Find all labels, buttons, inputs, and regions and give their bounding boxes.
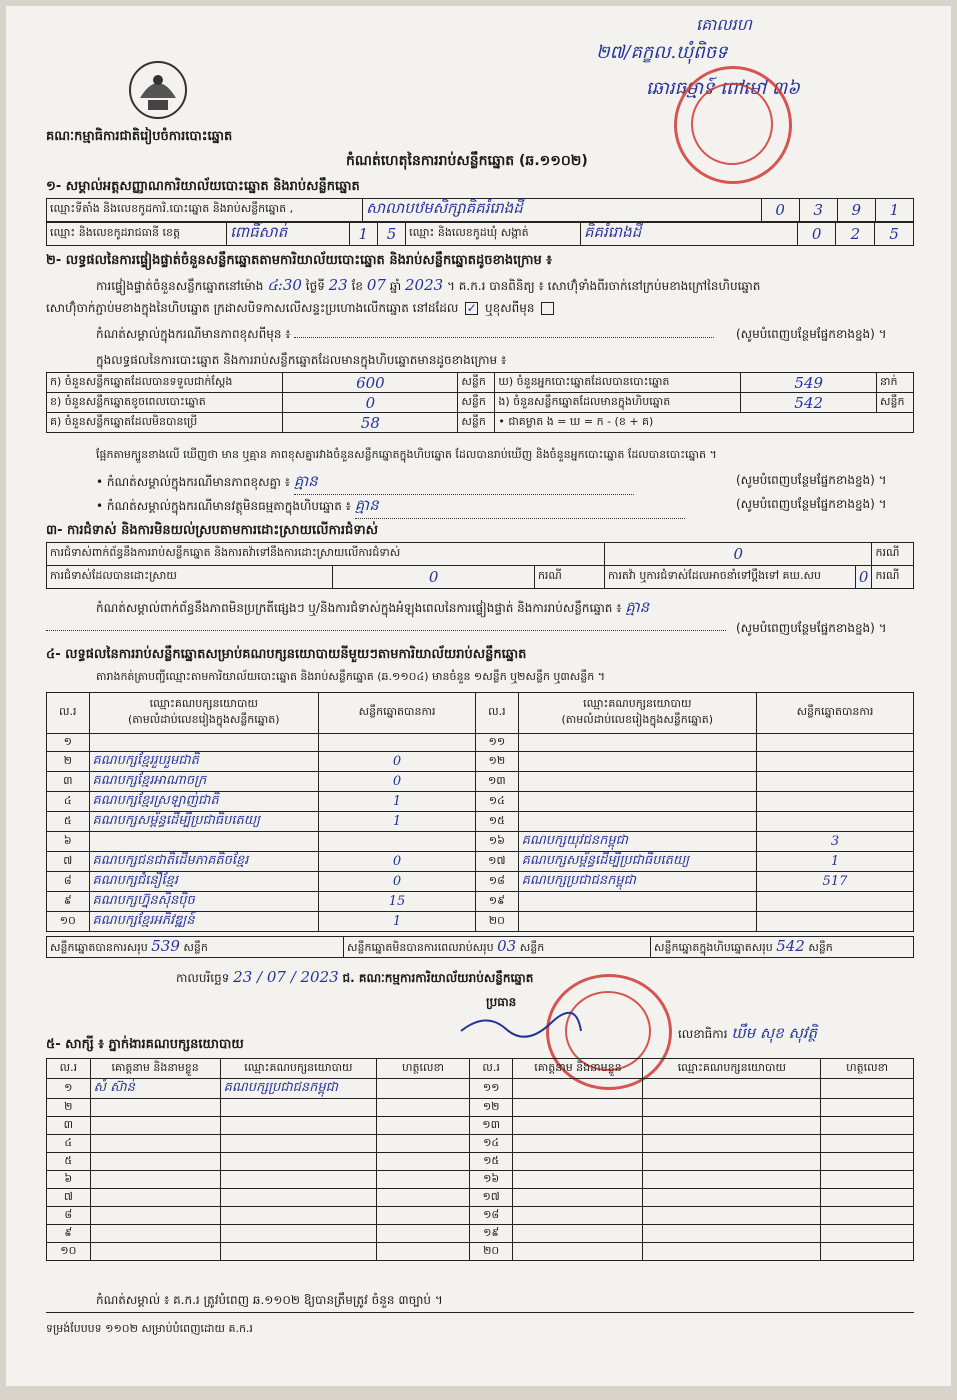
party-name: គណបក្សខ្មែរអភិវឌ្ឍន៍ (92, 913, 195, 928)
party-no: ១៦ (488, 833, 505, 847)
witness-party (643, 1243, 821, 1261)
party-no: ៨ (63, 873, 72, 887)
witness-name (513, 1225, 643, 1243)
abnormal-note-label: • កំណត់សម្គាល់ក្នុងករណីមានវត្ថុមិនធម្មតាក្នុងហិបឆ្នោត ៖ (96, 499, 351, 513)
witness-no (47, 1243, 91, 1261)
verify-day: 23 (328, 276, 348, 294)
site-code-d4: 1 (889, 201, 900, 219)
witness-no-text: ១៩ (483, 1225, 500, 1239)
site-label: ឈ្មោះទីតាំង និងលេខកូដការិ.បោះឆ្នោត និងរាប់សន្លឹកឆ្នោត , (47, 199, 363, 222)
witness-no-text: ១៣ (482, 1117, 500, 1131)
witness-signature (821, 1099, 914, 1117)
witness-name (90, 1135, 220, 1153)
col-no-left: ល.រ (47, 693, 90, 734)
witness-signature (377, 1243, 470, 1261)
committee-label: ជ. គណៈកម្មការការិយាល័យរាប់សន្លឹកឆ្នោត (342, 971, 534, 985)
count-c-label: គ) ចំនួនសន្លឹកឆ្នោតដែលមិនបានប្រើ (47, 413, 283, 433)
witness-name (90, 1207, 220, 1225)
witness-no (469, 1207, 513, 1225)
total-box-value: 542 (776, 937, 805, 955)
witness-party (643, 1153, 821, 1171)
witness-party (220, 1099, 377, 1117)
w-col-no-left: ល.រ (47, 1059, 91, 1079)
w-col-name-left: គោត្តនាម និងនាមខ្លួន (90, 1059, 220, 1079)
witness-no (469, 1153, 513, 1171)
witness-no (47, 1171, 91, 1189)
witness-party (643, 1225, 821, 1243)
count-formula: • ជាគម្លាត ង = ឃ = ក - (ខ + គ) (495, 413, 914, 433)
section5-title: ៥- សាក្សី ៖ ភ្នាក់ងារគណបក្សនយោបាយ (46, 1037, 244, 1052)
witness-no-text: ១០ (60, 1243, 77, 1257)
witness-no-text: ២ (64, 1099, 73, 1113)
count-e-value: 542 (794, 393, 824, 412)
table-row (47, 772, 914, 792)
witness-signature (821, 1079, 914, 1099)
witness-party (643, 1079, 821, 1099)
table-row (47, 872, 914, 892)
w-col-no-right: ល.រ (469, 1059, 513, 1079)
section4-title: ៤- លទ្ធផលនៃការរាប់សន្លឹកឆ្នោតសម្រាប់គណបក្សនយោបាយនីមួយៗតាមការិយាល័យរាប់សន្លឹកឆ្នោត (46, 647, 527, 662)
witness-party (643, 1171, 821, 1189)
total-valid-unit: សន្លឹក (183, 941, 208, 954)
witness-party-text: គណបក្សប្រជាជនកម្ពុជា (223, 1080, 338, 1095)
objection-row1-unit: ករណី (872, 543, 914, 566)
table-row (47, 812, 914, 832)
witness-name (90, 1117, 220, 1135)
witness-no-text: ៧ (63, 1189, 73, 1203)
verify-time-label: ការផ្ទៀងផ្ទាត់ចំនួនសន្លឹកឆ្នោតនៅម៉ោង (96, 279, 264, 293)
commune-label: ឈ្មោះ និងលេខកូដឃុំ សង្កាត់ (406, 223, 581, 246)
table-row (47, 1153, 914, 1171)
total-box-unit: សន្លឹក (808, 941, 833, 954)
appeal-label: ការតវ៉ា ឬការជំទាស់ដែលអាចនាំទៅប្ដឹងទៅ គឃ.សប (604, 566, 855, 589)
difference-note-value: គ្មាន (293, 472, 318, 490)
witness-party (643, 1207, 821, 1225)
witness-no (47, 1189, 91, 1207)
witness-signature (821, 1189, 914, 1207)
verify-month-label: ខែ (351, 279, 363, 293)
total-invalid-value: 03 (497, 937, 517, 955)
party-votes: 1 (830, 854, 840, 869)
witness-party (220, 1171, 377, 1189)
table-row (47, 1207, 914, 1225)
col-votes-left: សន្លឹកឆ្នោតបានការ (319, 693, 476, 734)
witness-no-text: ១២ (482, 1099, 500, 1113)
site-value: សាលាបឋមសិក្សាគិគរំរោងដី (366, 199, 523, 217)
party-name: គណបក្សយុវជនកម្ពុជា (521, 833, 629, 848)
witness-signature (377, 1225, 470, 1243)
party-votes: 0 (392, 774, 402, 789)
witness-no (47, 1225, 91, 1243)
party-no: ១៤ (488, 793, 505, 807)
witness-no-text: ២០ (483, 1243, 500, 1257)
total-invalid-label: សន្លឹកឆ្នោតមិនបានការពេលរាប់សរុប (347, 941, 494, 954)
witness-name (513, 1099, 643, 1117)
party-no: ២ (63, 753, 72, 767)
irregularity-note-hint: (សូមបំពេញបន្ថែមផ្នែកខាងខ្នង) ។ (736, 621, 887, 635)
witness-no-text: ៦ (64, 1171, 73, 1185)
witness-no (469, 1243, 513, 1261)
witness-no-text: ១៧ (482, 1189, 500, 1203)
party-no: ២០ (488, 913, 505, 927)
party-name: គណបក្សខ្មែរអាណាចក្រ (92, 773, 207, 788)
table-row (47, 752, 914, 772)
party-no: ៧ (63, 853, 73, 867)
commune-code-d1: 0 (811, 225, 822, 243)
form-sheet (6, 6, 951, 1386)
witness-signature (821, 1207, 914, 1225)
witness-no (469, 1189, 513, 1207)
difference-note-label: • កំណត់សម្គាល់ក្នុងករណីមានភាពខុសគ្នា ៖ (96, 475, 291, 489)
witness-signature (377, 1171, 470, 1189)
witness-name (513, 1171, 643, 1189)
witness-no (469, 1079, 513, 1099)
witness-no-text: ១៥ (483, 1153, 500, 1167)
w-col-party-left: ឈ្មោះគណបក្សនយោបាយ (220, 1059, 377, 1079)
witness-no (47, 1207, 91, 1225)
count-c-value: 58 (360, 413, 380, 432)
party-name: គណបក្សខ្មែរស្រឡាញ់ជាតិ (92, 793, 219, 808)
province-code-d2: 5 (386, 225, 397, 243)
same-checkbox[interactable]: ✓ (466, 301, 477, 315)
party-no: ១២ (488, 753, 506, 767)
witness-table (46, 1058, 914, 1261)
witness-name (90, 1079, 220, 1099)
date-label: កាលបរិច្ឆេទ (176, 971, 230, 985)
witness-signature (821, 1243, 914, 1261)
count-b-unit: សន្លឹក (458, 393, 495, 413)
commune-code-d2: 2 (850, 225, 861, 243)
party-no: ៣ (63, 773, 73, 787)
witness-party (220, 1135, 377, 1153)
difference-note-hint: (សូមបំពេញបន្ថែមផ្នែកខាងខ្នង) ។ (736, 473, 887, 487)
witness-no-text: ១៨ (483, 1207, 500, 1221)
witness-no (469, 1099, 513, 1117)
section3-title: ៣- ការជំទាស់ និងការមិនយល់ស្របតាមការដោះស្រាយលើការជំទាស់ (46, 523, 378, 538)
witness-no-text: ៨ (64, 1207, 73, 1221)
witness-name (513, 1207, 643, 1225)
w-col-sign-left: ហត្ថលេខា (377, 1059, 470, 1079)
witness-party (220, 1225, 377, 1243)
party-name: គណបក្សខ្មែររួបរួមជាតិ (92, 753, 199, 768)
witness-no-text: ៣ (63, 1117, 74, 1131)
verify-line1-rest: ។ គ.ក.រ បានពិនិត្យ ៖ សោហ៊ុំទាំងពីរចាក់នៅក្រប់មខាងក្រៅនៃហិបឆ្នោត (447, 279, 761, 293)
witness-name (90, 1099, 220, 1117)
witness-no-text: ៤ (64, 1135, 73, 1149)
table-row (47, 792, 914, 812)
count-a-value: 600 (356, 373, 385, 392)
province-value: ពោធិ៍សាត់ (230, 223, 288, 241)
witness-name-text: សំ ស៊ាន់ (93, 1080, 135, 1095)
commune-code-d3: 5 (889, 225, 899, 243)
resolved-value: 0 (428, 568, 439, 586)
party-no: ១៥ (488, 813, 505, 827)
section4-intro: តារាងកត់ត្រាបញ្ជីឈ្មោះតាមការិយាល័យបោះឆ្នោត និងរាប់សន្លឹកឆ្នោត (ឆ.១១០៤) មានចំនួន ១សន្លឹក ឬ២សន្លឹក ឬ៣សន្លឹក ។ (96, 670, 605, 683)
different-checkbox[interactable] (541, 302, 554, 315)
witness-signature (377, 1207, 470, 1225)
party-no: ១ (63, 734, 72, 748)
party-no: ១១ (488, 734, 506, 748)
witness-no-text: ១១ (482, 1080, 500, 1094)
witness-note: កំណត់សម្គាល់ ៖ គ.ក.រ ត្រូវបំពេញ ឆ.១១០២ ឱ្យបានត្រឹមត្រូវ ចំនួន ៣ច្បាប់ ។ (96, 1293, 443, 1307)
party-votes: 0 (392, 874, 402, 889)
witness-party (643, 1099, 821, 1117)
change-note-hint: (សូមបំពេញបន្ថែមផ្នែកខាងខ្នង) ។ (736, 327, 887, 341)
total-valid-label: សន្លឹកឆ្នោតបានការសរុប (50, 941, 148, 954)
table-row (47, 734, 914, 752)
site-code-d2: 3 (813, 201, 823, 219)
witness-no (469, 1171, 513, 1189)
stamp-note-line1: គោលរហ (696, 15, 752, 34)
witness-name (513, 1079, 643, 1099)
count-d-value: 549 (794, 373, 824, 392)
objection-row1-value: 0 (733, 545, 743, 563)
irregularity-note-value: គ្មាន (625, 598, 650, 616)
witness-signature (821, 1171, 914, 1189)
date-value: 23 / 07 / 2023 (233, 968, 339, 986)
resolved-unit: ករណី (534, 566, 604, 589)
verify-line2: សោហ៊ុំចាក់ភ្ជាប់មខាងក្នុងនៃហិបឆ្នោត ក្រដាសបិទកាសលើសន្ទះប្រហោងលើកឆ្នោត នៅដដែល (46, 301, 459, 315)
party-votes: 1 (392, 794, 402, 809)
section1-title: ១- សម្គាល់អត្តសញ្ញាណការិយាល័យបោះឆ្នោត និងរាប់សន្លឹកឆ្នោត (46, 179, 360, 194)
witness-signature (377, 1189, 470, 1207)
col-party-left: ឈ្មោះគណបក្សនយោបាយ (149, 697, 258, 710)
abnormal-note-value: គ្មាន (354, 496, 379, 514)
party-votes: 15 (388, 894, 406, 909)
org-name: គណៈកម្មាធិការជាតិរៀបចំការបោះឆ្នោត (46, 129, 233, 144)
party-no: ១៨ (488, 873, 505, 887)
col-party-sub-left: (តាមលំដាប់លេខរៀងក្នុងសន្លឹកឆ្នោត) (128, 713, 280, 726)
irregularity-note-label: កំណត់សម្គាល់ពាក់ព័ន្ធនឹងភាពមិនប្រក្រតីផ្សេងៗ ឬ/និងការជំទាស់ក្នុងអំឡុងពេលនៃការផ្ទៀងផ្ទាត់ និងការរាប់សន្លឹកឆ្នោត ៖ (96, 601, 622, 615)
party-votes: 517 (822, 874, 848, 889)
party-no: ១៣ (487, 773, 506, 787)
form-title: កំណត់ហេតុនៃការរាប់សន្លឹកឆ្នោត (ឆ.១១០២) (346, 153, 588, 169)
party-name: គណបក្សជនជាតិដើមភាគតិចខ្មែរ (92, 853, 249, 868)
party-votes: 0 (392, 854, 402, 869)
chair-signature (456, 1011, 586, 1041)
stamp-note-line3: ឆោរធម្មាទ៍ ពៅមៅ ៣៦ (646, 78, 800, 99)
total-valid-value: 539 (151, 937, 180, 955)
appeal-value: 0 (858, 568, 869, 586)
w-col-party-right: ឈ្មោះគណបក្សនយោបាយ (643, 1059, 821, 1079)
witness-no (469, 1117, 513, 1135)
count-b-label: ខ) ចំនួនសន្លឹកឆ្នោតខូចពេលបោះឆ្នោត (47, 393, 283, 413)
witness-signature (377, 1117, 470, 1135)
witness-name (513, 1117, 643, 1135)
witness-name (513, 1135, 643, 1153)
witness-no (469, 1135, 513, 1153)
w-col-name-right: គោត្តនាម និងនាមខ្លួន (513, 1059, 643, 1079)
table-row (47, 1099, 914, 1117)
col-party-right: ឈ្មោះគណបក្សនយោបាយ (583, 697, 692, 710)
witness-no-text: ១៦ (483, 1171, 500, 1185)
witness-signature (821, 1135, 914, 1153)
change-note-label: កំណត់សម្គាល់ក្នុងករណីមានភាពខុសពីមុន ៖ (96, 327, 291, 341)
count-d-label: ឃ) ចំនួនអ្នកបោះឆ្នោតដែលបានបោះឆ្នោត (495, 373, 741, 393)
table-row (47, 832, 914, 852)
witness-name (90, 1225, 220, 1243)
witness-name (90, 1153, 220, 1171)
witness-name (90, 1171, 220, 1189)
col-party-sub-right: (តាមលំដាប់លេខរៀងក្នុងសន្លឹកឆ្នោត) (561, 713, 714, 726)
count-e-label: ង) ចំនួនសន្លឹកឆ្នោតដែលមានក្នុងហិបឆ្នោត (495, 393, 741, 413)
stamp-note-line2: ២៧/គក្ខល.ឃុំពិចទ (596, 42, 728, 63)
official-stamp-top (674, 66, 792, 184)
party-no: ៦ (63, 833, 72, 847)
witness-party (220, 1117, 377, 1135)
verify-time: ៤:30 (267, 276, 302, 294)
witness-name (90, 1243, 220, 1261)
witness-no (47, 1117, 91, 1135)
abnormal-note-hint: (សូមបំពេញបន្ថែមផ្នែកខាងខ្នង) ។ (736, 497, 887, 511)
witness-party (643, 1189, 821, 1207)
witness-no (47, 1079, 91, 1099)
witness-no-text: ៩ (64, 1225, 73, 1239)
result-intro: ក្នុងលទ្ធផលនៃការបោះឆ្នោត និងការរាប់សន្លឹកឆ្នោតដែលមានក្នុងហិបឆ្នោតមានដូចខាងក្រោម ៖ (96, 353, 507, 367)
section2-title: ២- លទ្ធផលនៃការផ្ទៀងផ្ទាត់ចំនួនសន្លឹកឆ្នោតតាមការិយាល័យបោះឆ្នោត និងរាប់សន្លឹកឆ្នោតដូចខាងក្រោម ៖ (46, 253, 552, 268)
form-footer: ទម្រង់បែបបទ ១១០២ សម្រាប់បំពេញដោយ គ.ក.រ (46, 1322, 253, 1335)
count-table (46, 372, 914, 433)
emblem-icon (126, 58, 190, 122)
witness-no (469, 1225, 513, 1243)
witness-party (220, 1243, 377, 1261)
count-b-value: 0 (365, 393, 376, 412)
table-row (47, 1243, 914, 1261)
table-row (47, 892, 914, 912)
table-row (47, 912, 914, 932)
table-row (47, 1135, 914, 1153)
witness-party (643, 1117, 821, 1135)
total-box-label: សន្លឹកឆ្នោតក្នុងហិបឆ្នោតសរុប (654, 941, 773, 954)
table-row (47, 1117, 914, 1135)
objection-table (46, 542, 914, 589)
resolved-label: ការជំទាស់ដែលបានដោះស្រាយ (47, 566, 333, 589)
witness-signature (821, 1117, 914, 1135)
party-results-table (46, 692, 914, 932)
party-name: គណបក្សជំនឿខ្មែរ (92, 873, 179, 888)
party-no: ៤ (63, 793, 72, 807)
witness-no-text: ១ (64, 1080, 73, 1094)
witness-no-text: ៥ (64, 1153, 73, 1167)
party-name: គណបក្សហ្វ៊ុនស៊ិនប៉ិច (92, 893, 195, 908)
witness-signature (377, 1079, 470, 1099)
witness-no (47, 1153, 91, 1171)
section1-table-row2 (46, 222, 914, 246)
objection-row1-label: ការជំទាស់ពាក់ព័ន្ធនឹងការរាប់សន្លឹកឆ្នោត និងការតវ៉ាទៅនឹងការដោះស្រាយលើការជំទាស់ (47, 543, 605, 566)
witness-signature (377, 1135, 470, 1153)
province-code-d1: 1 (358, 225, 368, 243)
different-label: ឬខុសពីមុន (485, 301, 535, 315)
party-name: គណបក្សសម្ព័ន្ធដើម្បីប្រជាធិបតេយ្យ (92, 813, 261, 828)
col-no-right: ល.រ (476, 693, 519, 734)
table-row (47, 1189, 914, 1207)
witness-party (220, 1153, 377, 1171)
table-row (47, 1225, 914, 1243)
witness-name (90, 1189, 220, 1207)
witness-no (47, 1135, 91, 1153)
witness-signature (821, 1153, 914, 1171)
party-no: ១០ (59, 913, 76, 927)
party-votes: 0 (392, 754, 402, 769)
verify-day-label: ថ្ងៃទី (305, 279, 325, 293)
section1-table (46, 198, 914, 222)
count-a-unit: សន្លឹក (458, 373, 495, 393)
witness-name (513, 1189, 643, 1207)
witness-signature (821, 1225, 914, 1243)
count-e-unit: សន្លឹក (877, 393, 914, 413)
witness-no (47, 1099, 91, 1117)
commune-value: គិគរំរោងដី (583, 223, 642, 241)
witness-signature (377, 1099, 470, 1117)
site-code-d1: 0 (775, 201, 785, 219)
witness-party (220, 1207, 377, 1225)
verify-year-label: ឆ្នាំ (389, 279, 402, 293)
party-no: ១៩ (488, 893, 505, 907)
table-row (47, 852, 914, 872)
witness-name (513, 1153, 643, 1171)
totals-row (46, 936, 914, 958)
verify-year: 2023 (405, 276, 444, 294)
count-c-unit: សន្លឹក (458, 413, 495, 433)
party-no: ៩ (63, 893, 72, 907)
party-no: ១៧ (488, 853, 506, 867)
party-votes: 1 (392, 814, 402, 829)
party-name: គណបក្សប្រជាជនកម្ពុជា (521, 873, 637, 888)
party-votes: 1 (392, 914, 402, 929)
total-invalid-unit: សន្លឹក (519, 941, 545, 954)
party-name: គណបក្សសម្ព័ន្ធដើម្បីប្រជាធិបតេយ្យ (521, 853, 690, 868)
party-votes: 3 (830, 834, 840, 849)
col-votes-right: សន្លឹកឆ្នោតបានការ (756, 693, 913, 734)
site-code-d3: 9 (851, 201, 862, 219)
count-a-label: ក) ចំនួនសន្លឹកឆ្នោតដែលបានទទួលជាក់ស្ដែង (47, 373, 283, 393)
table-row (47, 1079, 914, 1099)
witness-signature (377, 1153, 470, 1171)
witness-party (643, 1135, 821, 1153)
appeal-unit: ករណី (872, 566, 914, 589)
difference-check-line: ផ្អែកតាមក្បួនខាងលើ ឃើញថា មាន ឬគ្មាន ភាពខុសគ្នារវាងចំនួនសន្លឹកឆ្នោតក្នុងហិបឆ្នោត ដែលបានរាប់ឃើញ និងចំនួនអ្នកបោះឆ្នោត ដែលបានបោះឆ្នោត ។ (96, 448, 717, 461)
verify-month: 07 (366, 276, 386, 294)
w-col-sign-right: ហត្ថលេខា (821, 1059, 914, 1079)
witness-party (220, 1079, 377, 1099)
count-d-unit: នាក់ (877, 373, 914, 393)
witness-party (220, 1189, 377, 1207)
chair-label: ប្រធាន (486, 995, 517, 1009)
witness-no-text: ១៤ (483, 1135, 500, 1149)
party-no: ៥ (63, 813, 72, 827)
secretary-name: ឃឹម សុខ សុវត្ថិ (731, 1024, 818, 1042)
table-row (47, 1171, 914, 1189)
witness-name (513, 1243, 643, 1261)
secretary-label: លេខាធិការ (678, 1027, 728, 1041)
province-label: ឈ្មោះ និងលេខកូដរាជធានី ខេត្ត (47, 223, 227, 246)
